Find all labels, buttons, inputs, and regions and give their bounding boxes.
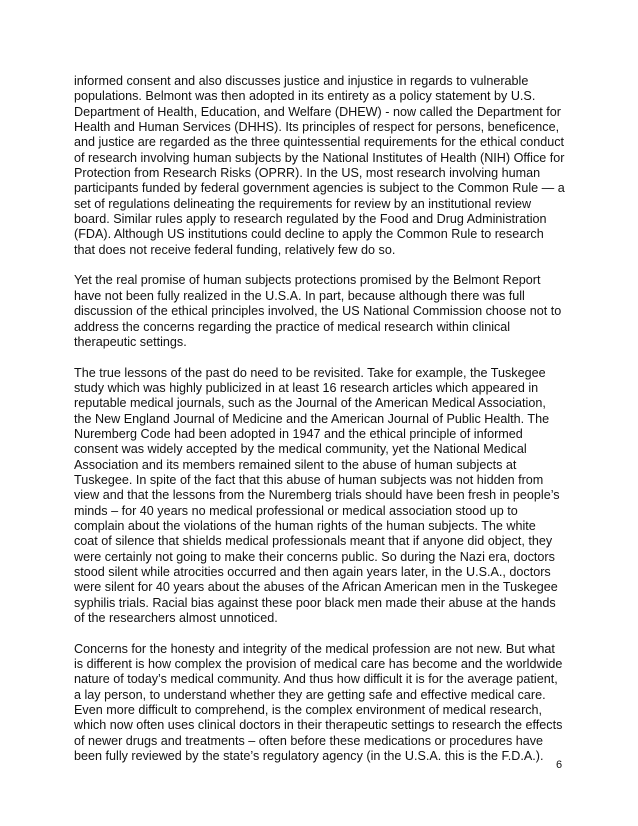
text-line: have not been fully realized in the U.S.A. In part, because although there was full xyxy=(74,288,525,303)
text-line: set of regulations delineating the requirements for review by an institutional review xyxy=(74,196,532,211)
text-line: that does not receive federal funding, relatively few do so. xyxy=(74,242,396,257)
text-line: minds – for 40 years no medical professional or medical association stood up to xyxy=(74,503,518,518)
page-number: 6 xyxy=(556,759,563,771)
text-line: syphilis trials. Racial bias against these poor black men made their abuse at the hands xyxy=(74,595,556,610)
text-line: view and that the lessons from the Nuremberg trials should have been fresh in people’s xyxy=(74,488,560,503)
text-line: coat of silence that shields medical professionals meant that if anyone did object, they xyxy=(74,534,553,549)
text-line: were certainly not going to make their concerns public. So during the Nazi era, doctors xyxy=(74,549,555,564)
text-line: Yet the real promise of human subjects protections promised by the Belmont Report xyxy=(74,273,541,288)
text-line: participants funded by federal government agencies is subject to the Common Rule — a xyxy=(74,181,565,196)
text-line: of newer drugs and treatments – often before these medications or procedures have xyxy=(74,733,544,748)
text-line: Protection from Research Risks (OPRR). In the US, most research involving human xyxy=(74,166,541,181)
text-line: a lay person, to understand whether they are getting safe and effective medical care. xyxy=(74,687,546,702)
text-line: reputable medical journals, such as the Journal of the American Medical Association, xyxy=(74,396,546,411)
text-line: of the researchers almost unnoticed. xyxy=(74,611,278,626)
text-line: Concerns for the honesty and integrity of the medical profession are not new. But what xyxy=(74,641,555,656)
text-line: therapeutic settings. xyxy=(74,334,187,349)
body-text xyxy=(74,74,574,780)
text-line: address the concerns regarding the practice of medical research within clinical xyxy=(74,319,511,334)
text-line: Even more difficult to comprehend, is the complex environment of medical research, xyxy=(74,703,543,718)
text-line: stood silent while atrocities occurred and then again years later, in the U.S.A., doctors xyxy=(74,565,551,579)
text-line: populations. Belmont was then adopted in its entirety as a policy statement by U.S. xyxy=(74,89,536,104)
text-line: informed consent and also discusses justice and injustice in regards to vulnerable xyxy=(74,74,529,88)
text-line: discussion of the ethical principles involved, the US National Commission choose not to xyxy=(74,304,562,319)
text-line: board. Similar rules apply to research regulated by the Food and Drug Administration xyxy=(74,212,547,227)
text-line: Department of Health, Education, and Welfare (DHEW) - now called the Department for xyxy=(74,104,561,119)
text-line: nature of today’s medical community. And thus how difficult it is for the average patient, xyxy=(74,672,558,687)
text-line: Nuremberg Code had been adopted in 1947 and the ethical principle of informed xyxy=(74,426,523,441)
paragraph-3 xyxy=(74,366,574,627)
text-line: Tuskegee. In spite of the fact that this abuse of human subjects was not hidden from xyxy=(74,472,544,487)
text-line: been fully reviewed by the state’s regulatory agency (in the U.S.A. this is the F.D.A.). xyxy=(74,749,544,764)
text-line: The true lessons of the past do need to be revisited. Take for example, the Tuskegee xyxy=(74,365,546,380)
paragraph-2 xyxy=(74,273,574,350)
text-line: were silent for 40 years about the abuses of the African American men in the Tuskegee xyxy=(74,580,558,595)
text-line: which now often uses clinical doctors in their therapeutic settings to research the effects xyxy=(74,718,563,733)
text-line: Association and its members remained silent to the abuse of human subjects at xyxy=(74,457,517,472)
paragraph-4 xyxy=(74,642,574,765)
paragraph-1 xyxy=(74,74,574,258)
text-line: and justice are regarded as the three quintessential requirements for the ethical conduct xyxy=(74,135,565,150)
text-line: is different is how complex the provision of medical care has become and the worldwide xyxy=(74,657,563,672)
text-line: Health and Human Services (DHHS). Its principles of respect for persons, beneficence, xyxy=(74,120,560,135)
text-line: consent was widely accepted by the medical community, yet the National Medical xyxy=(74,442,527,457)
text-line: complain about the violations of the human rights of the human subjects. The white xyxy=(74,518,536,533)
text-line: (FDA). Although US institutions could decline to apply the Common Rule to research xyxy=(74,227,544,242)
text-line: the New England Journal of Medicine and the American Journal of Public Health. The xyxy=(74,411,550,426)
text-line: study which was highly publicized in at least 16 research articles which appeared in xyxy=(74,380,539,395)
text-line: of research involving human subjects by the National Institutes of Health (NIH) Office for xyxy=(74,150,565,165)
